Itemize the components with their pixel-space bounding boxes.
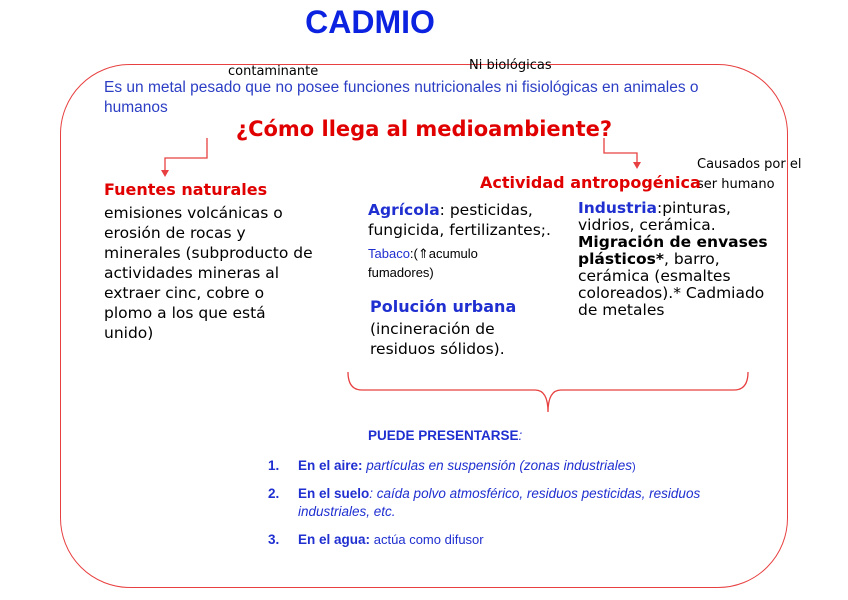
arrow-line-left — [165, 138, 207, 171]
annotation-ni-biologicas: Ni biológicas — [469, 58, 552, 73]
list-number: 1. — [268, 458, 280, 473]
list-item — [268, 485, 738, 521]
agricola-block — [368, 200, 563, 240]
list-label: En el aire: — [298, 458, 363, 473]
list-label: En el agua: — [298, 532, 371, 547]
page-title: CADMIO — [305, 4, 435, 40]
tabaco-label: Tabaco — [368, 246, 410, 261]
arrow-line-right — [604, 138, 637, 163]
list-text: : caída polvo atmosférico, residuos pesticidas, residuos industriales, etc. — [298, 486, 701, 519]
annotation-causados: Causados por el ser humano — [697, 157, 802, 192]
polucion-text: (incineración de residuos sólidos). — [370, 320, 505, 358]
natural-sources-text: emisiones volcánicas o erosión de rocas y minerales (subproducto de actividades mineras al extraer cinc, cobre o plomo a los que está unido) — [104, 204, 313, 342]
tabaco-text: :(⇑acumulo fumadores) — [368, 246, 478, 280]
agricola-text: : pesticidas, fungicida, fertilizantes;. — [368, 201, 551, 239]
migracion-text: , barro, cerámica (esmaltes coloreados).* Cadmiado de metales — [578, 250, 765, 319]
migracion-label: Migración de envases plásticos* — [578, 233, 768, 268]
list-text: actúa como difusor — [373, 532, 484, 547]
list-number: 3. — [268, 532, 280, 547]
arrow-head-right — [633, 162, 641, 169]
puede-presentarse-heading — [368, 428, 522, 443]
polucion-label: Polución urbana — [370, 297, 517, 316]
curly-brace — [348, 372, 748, 412]
anthropogenic-heading: Actividad antropogénica — [480, 173, 701, 192]
annotation-contaminante: contaminante — [228, 64, 319, 79]
agricola-label: Agrícola — [368, 201, 440, 219]
list-item — [268, 531, 738, 549]
list-tail: ) — [631, 461, 636, 473]
list-label: En el suelo — [298, 486, 370, 501]
industria-block — [578, 200, 778, 319]
natural-sources-heading: Fuentes naturales — [104, 180, 268, 199]
tabaco-block — [368, 244, 538, 282]
list-item — [268, 457, 738, 476]
question-heading: ¿Cómo llega al medioambiente? — [235, 117, 613, 141]
puede-presentarse-colon: : — [518, 428, 523, 443]
list-number: 2. — [268, 486, 280, 501]
arrow-head-left — [161, 170, 169, 177]
intro-text: Es un metal pesado que no posee funciones nutricionales ni fisiológicas en animales o humanos — [104, 79, 699, 116]
industria-text: :pinturas, vidrios, cerámica. — [578, 199, 731, 234]
industria-label: Industria — [578, 199, 657, 217]
puede-presentarse-label: PUEDE PRESENTARSE — [368, 428, 519, 443]
list-text: partículas en suspensión (zonas industriales — [366, 458, 632, 473]
